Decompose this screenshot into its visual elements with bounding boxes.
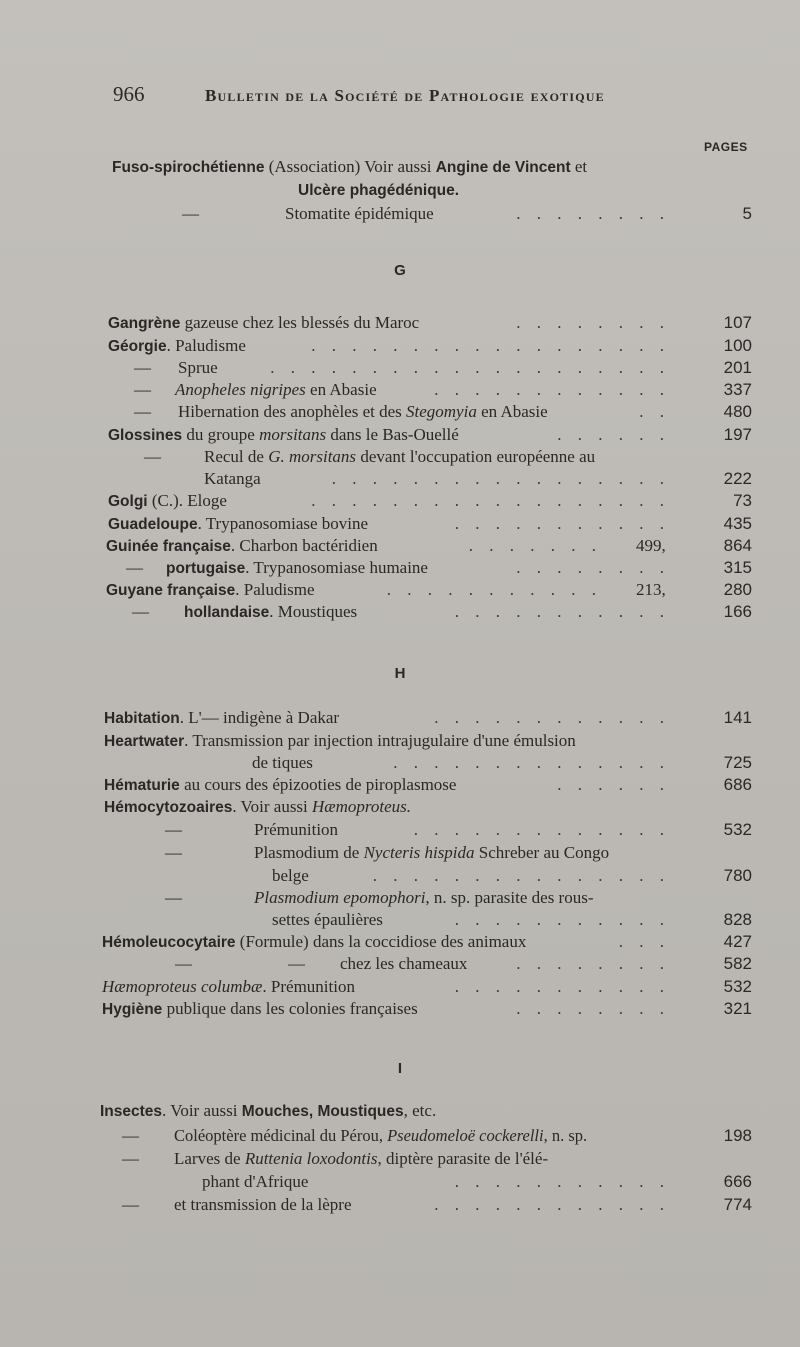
entry-crossref: Angine de Vincent xyxy=(435,159,571,176)
index-entry xyxy=(0,491,800,515)
index-entry xyxy=(0,1101,800,1125)
entry-description: , diptère parasite de l'élé- xyxy=(377,1149,549,1168)
index-entry xyxy=(0,932,800,956)
entry-species: Plasmodium epomophori xyxy=(254,888,426,907)
leader-dots: . . . . . . . . . . . . . . xyxy=(393,753,670,772)
entry-crossref: Mouches, Moustiques xyxy=(241,1103,404,1120)
entry-description: . Trypanosomiase humaine xyxy=(245,558,428,577)
entry-description: et transmission de la lèpre xyxy=(174,1195,352,1214)
pages-column-label: PAGES xyxy=(704,140,748,154)
entry-description: au cours des épizooties de piroplasmose xyxy=(179,775,457,794)
leader-dots: . . . . . . . . xyxy=(516,558,670,577)
index-entry xyxy=(0,181,800,205)
section-letter-h: H xyxy=(394,665,406,682)
index-entry xyxy=(0,580,800,604)
leader-dots: . . . . . . . . . . . . . . . . . . xyxy=(311,336,670,355)
page-ref-extra: 213, xyxy=(636,580,666,599)
entry-description: gazeuse chez les blessés du Maroc xyxy=(180,313,420,332)
entry-description: Coléoptère médicinal du Pérou, xyxy=(174,1126,388,1145)
entry-label: Guinée française xyxy=(106,538,231,555)
entry-label: Gangrène xyxy=(108,315,181,332)
page-ref: 337 xyxy=(723,380,752,399)
entry-description: Katanga xyxy=(204,469,261,488)
page-ref: 5 xyxy=(742,204,752,223)
entry-description: en Abasie xyxy=(305,380,377,399)
entry-description: belge xyxy=(272,866,309,885)
index-entry xyxy=(0,336,800,360)
index-entry xyxy=(0,888,800,912)
index-entry xyxy=(0,1149,800,1173)
leader-dots: . . xyxy=(639,402,670,421)
entry-dash: — xyxy=(144,447,161,466)
index-entry xyxy=(0,514,800,538)
entry-dash: — xyxy=(134,402,151,421)
leader-dots: . . . . . . . . . . . xyxy=(454,910,670,929)
page-ref: 774 xyxy=(723,1195,752,1214)
entry-crossref: Ulcère phagédénique. xyxy=(298,182,460,199)
entry-dash: — xyxy=(182,204,199,223)
entry-description: . Transmission par injection intrajugulaire d'une émulsion xyxy=(184,731,576,750)
page-ref: 315 xyxy=(723,558,752,577)
entry-dash: — xyxy=(122,1195,139,1214)
entry-description: Stomatite épidémique xyxy=(285,204,434,223)
entry-description: (Formule) dans la coccidiose des animaux xyxy=(235,932,527,951)
index-entry xyxy=(0,1126,800,1150)
entry-label: Heartwater xyxy=(104,733,185,750)
index-entry xyxy=(0,447,800,471)
entry-dash: — xyxy=(134,380,151,399)
page-ref: 201 xyxy=(723,358,752,377)
entry-label: Golgi xyxy=(108,493,148,510)
entry-species: Ruttenia loxodontis xyxy=(244,1149,378,1168)
leader-dots: . . . . . . . . xyxy=(516,313,670,332)
entry-dash: — xyxy=(288,954,305,973)
entry-species: morsitans xyxy=(259,425,327,444)
index-entry xyxy=(0,536,800,560)
page-ref: 427 xyxy=(723,932,752,951)
index-entry xyxy=(0,1172,800,1196)
entry-label: Géorgie xyxy=(108,338,167,355)
leader-dots: . . . . . . . . xyxy=(516,204,670,223)
page-ref: 198 xyxy=(723,1126,752,1145)
index-entry xyxy=(0,977,800,1001)
index-entry xyxy=(0,425,800,449)
entry-dash: — xyxy=(134,358,151,377)
page-ref: 780 xyxy=(723,866,752,885)
entry-dash: — xyxy=(132,602,149,621)
index-entry xyxy=(0,797,800,821)
entry-description: . Moustiques xyxy=(269,602,358,621)
leader-dots: . . . . . . . . . . . . . . . xyxy=(372,866,670,885)
page-ref: 73 xyxy=(733,491,752,510)
entry-description: devant l'occupation européenne au xyxy=(356,447,596,466)
entry-label: portugaise xyxy=(166,560,246,577)
entry-description: Larves de xyxy=(174,1149,245,1168)
page-ref: 666 xyxy=(723,1172,752,1191)
leader-dots: . . . . . . . . . . . . . . . . . xyxy=(331,469,670,488)
page-ref: 197 xyxy=(723,425,752,444)
leader-dots: . . . . . . . . . . . . . . . . . . xyxy=(311,491,670,510)
leader-dots: . . . xyxy=(618,932,670,951)
entry-description: . Voir aussi xyxy=(232,797,313,816)
index-entry xyxy=(0,204,800,228)
index-entry xyxy=(0,358,800,382)
entry-description: . Trypanosomiase bovine xyxy=(197,514,369,533)
entry-description: , n. sp. parasite des rous- xyxy=(425,888,594,907)
section-letter-g: G xyxy=(394,262,406,279)
index-entry xyxy=(0,380,800,404)
page-ref: 828 xyxy=(723,910,752,929)
page-number: 966 xyxy=(113,82,145,106)
page-ref: 435 xyxy=(723,514,752,533)
index-entry xyxy=(0,954,800,978)
leader-dots: . . . . . . . . . . . xyxy=(454,514,670,533)
index-entry xyxy=(0,558,800,582)
page-ref: 686 xyxy=(723,775,752,794)
running-header: Bulletin de la Société de Pathologie exotique xyxy=(205,86,605,105)
leader-dots: . . . . . . . . . . . xyxy=(454,1172,670,1191)
entry-description: et xyxy=(570,157,588,176)
page-ref: 864 xyxy=(723,536,752,555)
entry-dash: — xyxy=(165,820,182,839)
entry-description: . Paludisme xyxy=(235,580,315,599)
entry-description: . Paludisme xyxy=(166,336,246,355)
entry-species: Nycteris hispida xyxy=(363,843,475,862)
leader-dots: . . . . . . . . xyxy=(516,954,670,973)
entry-description: . Prémunition xyxy=(262,977,355,996)
index-entry xyxy=(0,753,800,777)
entry-description: Hibernation des anophèles et des xyxy=(178,402,407,421)
entry-label: Insectes xyxy=(100,1103,163,1120)
entry-description: Plasmodium de xyxy=(254,843,364,862)
entry-description: Recul de xyxy=(204,447,269,466)
entry-description: , etc. xyxy=(403,1101,437,1120)
section-letter-i: I xyxy=(397,1060,403,1077)
leader-dots: . . . . . . . . . . . xyxy=(386,580,602,599)
leader-dots: . . . . . . . . . . . . . xyxy=(413,820,670,839)
index-entry xyxy=(0,469,800,493)
page-ref: 280 xyxy=(723,580,752,599)
page-ref: 166 xyxy=(723,602,752,621)
page-ref: 107 xyxy=(723,313,752,332)
leader-dots: . . . . . . . . xyxy=(516,999,670,1018)
entry-species: G. morsitans xyxy=(268,447,357,466)
index-entry xyxy=(0,708,800,732)
leader-dots: . . . . . . . . . . . . xyxy=(434,1195,670,1214)
page-ref: 532 xyxy=(723,977,752,996)
index-entry xyxy=(0,157,800,181)
entry-dash: — xyxy=(126,558,143,577)
entry-label: Hématurie xyxy=(104,777,180,794)
entry-dash: — xyxy=(122,1149,139,1168)
entry-description: du groupe xyxy=(182,425,260,444)
entry-label: Hygiène xyxy=(102,1001,163,1018)
entry-label: Fuso-spirochétienne xyxy=(112,159,265,176)
entry-description: Schreber au Congo xyxy=(474,843,610,862)
entry-species: Stegomyia xyxy=(406,402,477,421)
leader-dots: . . . . . . . . . . . xyxy=(454,602,670,621)
entry-description: de tiques xyxy=(252,753,313,772)
page-ref: 480 xyxy=(723,402,752,421)
leader-dots: . . . . . . . . . . . . xyxy=(434,380,670,399)
index-entry xyxy=(0,775,800,799)
index-entry xyxy=(0,602,800,626)
entry-label: Hémoleucocytaire xyxy=(102,934,236,951)
entry-label: Hémocytozoaires xyxy=(104,799,233,816)
entry-description: publique dans les colonies françaises xyxy=(162,999,418,1018)
entry-description: (C.). Eloge xyxy=(147,491,227,510)
entry-species: Hæmoproteus. xyxy=(312,797,412,816)
entry-description: , n. sp. xyxy=(543,1126,588,1145)
leader-dots: . . . . . . . . . . . xyxy=(454,977,670,996)
entry-description: . Charbon bactéridien xyxy=(230,536,378,555)
entry-text xyxy=(112,157,587,178)
index-entry xyxy=(0,820,800,844)
page-ref: 725 xyxy=(723,753,752,772)
page-ref: 100 xyxy=(723,336,752,355)
page-ref: 321 xyxy=(723,999,752,1018)
entry-description: Sprue xyxy=(178,358,218,377)
entry-dash: — xyxy=(175,954,192,973)
entry-description: . L'— indigène à Dakar xyxy=(179,708,340,727)
index-entry xyxy=(0,999,800,1023)
entry-dash: — xyxy=(165,888,182,907)
leader-dots: . . . . . . xyxy=(557,775,670,794)
entry-description: . Voir aussi xyxy=(162,1101,242,1120)
entry-description: Prémunition xyxy=(254,820,339,839)
entry-label: Glossines xyxy=(108,427,183,444)
page-ref: 222 xyxy=(723,469,752,488)
leader-dots: . . . . . . . . . . . . . . . . . . . . xyxy=(270,358,670,377)
entry-label: Habitation xyxy=(104,710,180,727)
index-entry xyxy=(0,1195,800,1219)
leader-dots: . . . . . . xyxy=(557,425,670,444)
leader-dots: . . . . . . . . . . . . xyxy=(434,708,670,727)
page-ref: 141 xyxy=(723,708,752,727)
entry-label: Guyane française xyxy=(106,582,236,599)
entry-species: Pseudomeloë cockerelli xyxy=(387,1126,544,1145)
leader-dots: . . . . . . . xyxy=(468,536,602,555)
index-entry xyxy=(0,910,800,934)
entry-description: (Association) Voir aussi xyxy=(264,157,436,176)
entry-species: Anopheles nigripes xyxy=(175,380,306,399)
entry-dash: — xyxy=(165,843,182,862)
entry-label: Guadeloupe xyxy=(108,516,198,533)
entry-description: chez les chameaux xyxy=(340,954,468,973)
entry-description: dans le Bas-Ouellé xyxy=(326,425,459,444)
index-entry xyxy=(0,313,800,337)
index-entry xyxy=(0,731,800,755)
entry-description: settes épaulières xyxy=(272,910,383,929)
entry-description: en Abasie xyxy=(476,402,548,421)
page-ref: 582 xyxy=(723,954,752,973)
entry-label: hollandaise xyxy=(184,604,270,621)
index-entry xyxy=(0,843,800,867)
index-entry xyxy=(0,866,800,890)
entry-dash: — xyxy=(122,1126,139,1145)
entry-species: Hæmoproteus columbæ xyxy=(102,977,263,996)
entry-description: phant d'Afrique xyxy=(202,1172,309,1191)
index-entry xyxy=(0,402,800,426)
page-ref-extra: 499, xyxy=(636,536,666,555)
page-ref: 532 xyxy=(723,820,752,839)
